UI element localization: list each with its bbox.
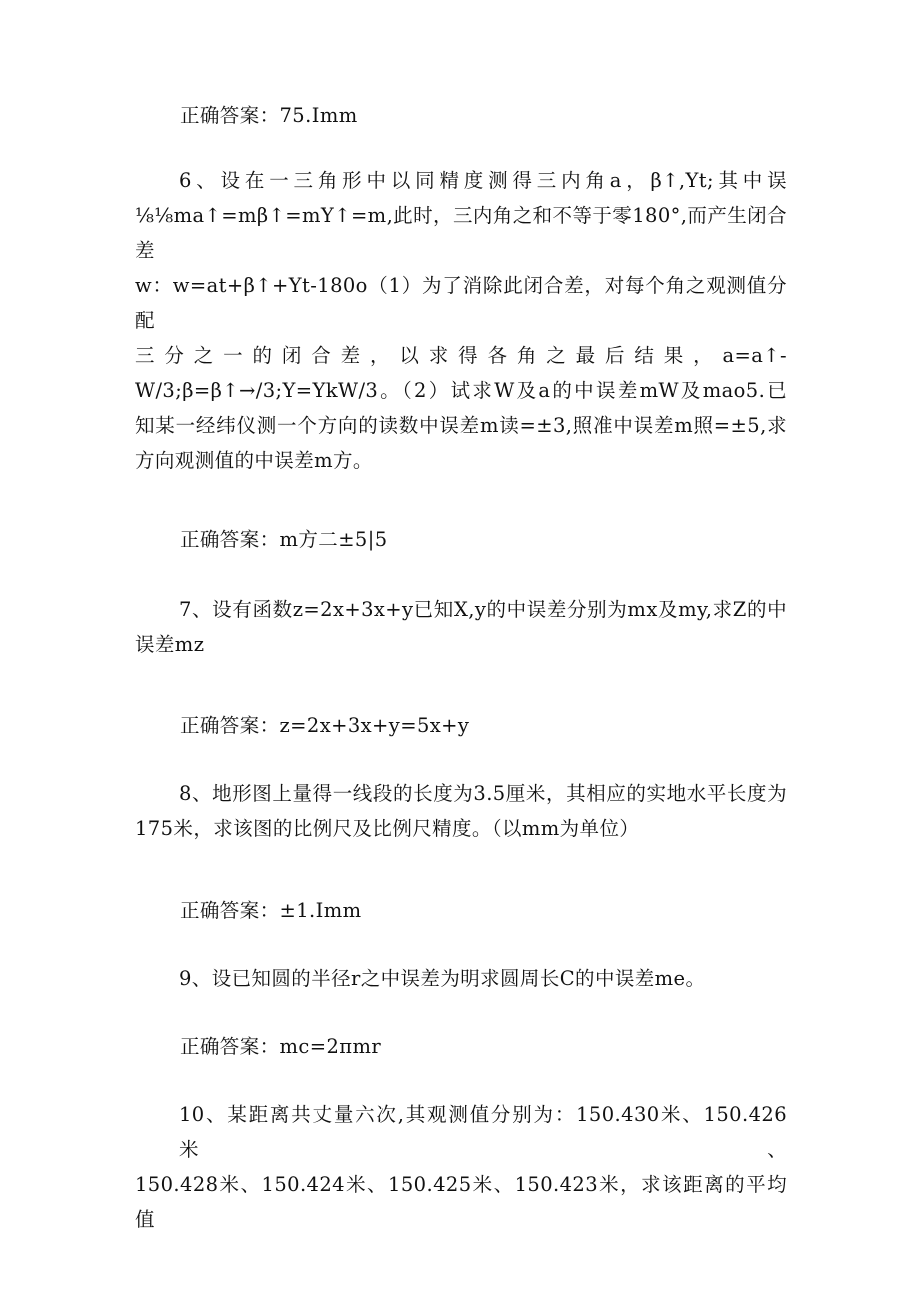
answer-7 bbox=[180, 708, 780, 743]
question-6-line-7: 方向观测值的中误差m方。 bbox=[135, 449, 373, 472]
answer-5 bbox=[180, 98, 780, 133]
question-6-line-4: 三分之一的闭合差，以求得各角之最后结果，a=a↑- bbox=[135, 344, 787, 367]
question-6-line-1: 6、设在一三角形中以同精度测得三内角a，β↑,Yt;其中误 bbox=[179, 169, 787, 192]
answer-7-text: 正确答案：z=2x+3x+y=5x+y bbox=[180, 714, 470, 737]
question-8-line-1: 8、地形图上量得一线段的长度为3.5厘米，其相应的实地水平长度为 bbox=[179, 782, 787, 805]
answer-9 bbox=[180, 1029, 780, 1064]
answer-6-text: 正确答案：m方二±5|5 bbox=[180, 528, 388, 551]
question-10 bbox=[135, 1097, 787, 1237]
question-8 bbox=[135, 776, 787, 846]
answer-8-text: 正确答案：±1.Imm bbox=[180, 899, 362, 922]
question-6 bbox=[135, 163, 787, 478]
answer-9-text: 正确答案：mc=2πmr bbox=[180, 1035, 382, 1058]
question-6-line-6: 知某一经纬仪测一个方向的读数中误差m读=±3,照准中误差m照=±5,求 bbox=[135, 414, 787, 437]
answer-8 bbox=[180, 893, 780, 928]
question-7-line-1: 7、设有函数z=2x+3x+y已知X,y的中误差分别为mx及my,求Z的中 bbox=[179, 598, 787, 621]
question-9 bbox=[135, 961, 787, 996]
question-7 bbox=[135, 592, 787, 662]
answer-5-text: 正确答案：75.Imm bbox=[180, 104, 358, 127]
question-8-line-2: 175米，求该图的比例尺及比例尺精度。（以mm为单位） bbox=[135, 817, 640, 840]
question-10-line-1: 10、某距离共丈量六次,其观测值分别为：150.430米、150.426米、 bbox=[179, 1103, 787, 1161]
question-6-line-2: ⅛⅛ma↑=mβ↑=mY↑=m,此时，三内角之和不等于零180°,而产生闭合差 bbox=[135, 204, 787, 262]
question-7-line-2: 误差mz bbox=[135, 633, 205, 656]
question-6-line-3: w：w=at+β↑+Yt-180o（1）为了消除此闭合差，对每个角之观测值分配 bbox=[135, 274, 787, 332]
question-9-line-1: 9、设已知圆的半径r之中误差为明求圆周长C的中误差me。 bbox=[179, 967, 706, 990]
question-6-line-5: W/3;β=β↑→/3;Y=YkW/3。（2）试求W及a的中误差mW及mao5.已 bbox=[135, 379, 787, 402]
question-10-line-2: 150.428米、150.424米、150.425米、150.423米，求该距离的平均值 bbox=[135, 1173, 787, 1231]
answer-6 bbox=[180, 522, 780, 557]
